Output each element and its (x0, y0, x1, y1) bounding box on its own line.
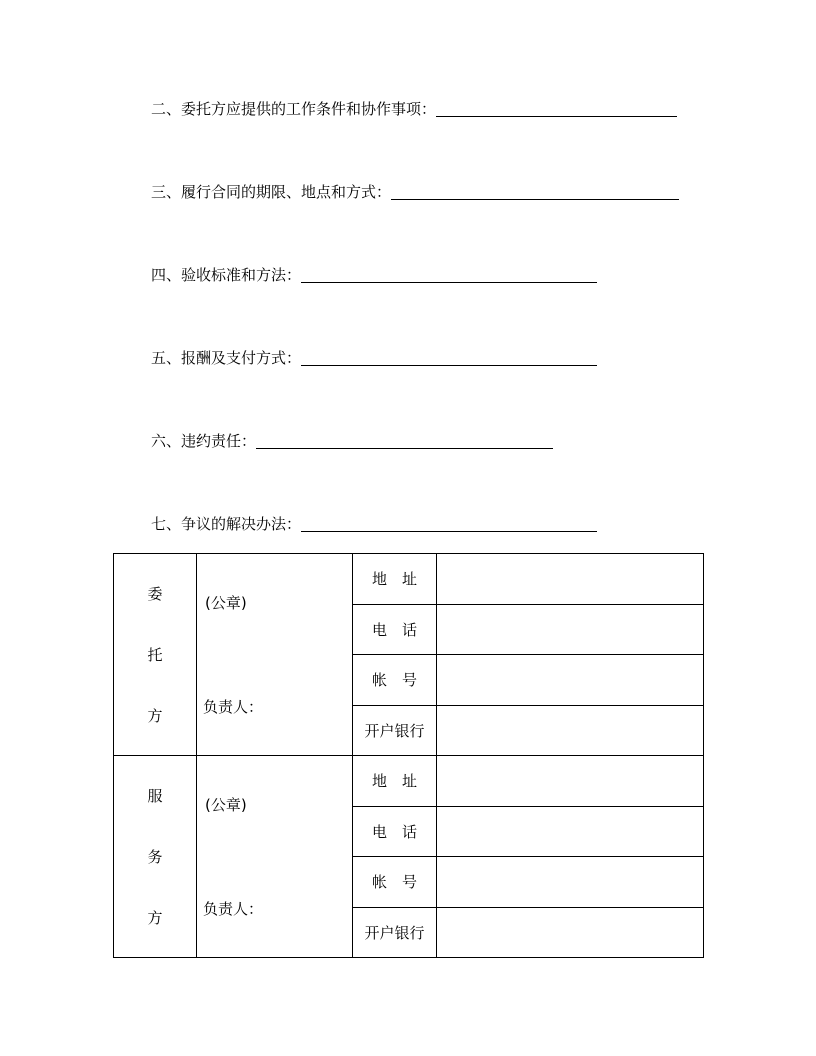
provider-account-value[interactable] (437, 857, 704, 908)
parties-table (113, 553, 704, 958)
field-label-bank: 开户银行 (353, 907, 437, 958)
field-label-address: 地 址 (353, 756, 437, 807)
fill-in-blank[interactable] (391, 181, 679, 200)
fill-in-blank[interactable] (301, 347, 597, 366)
stamp-label: (公章) (205, 796, 247, 814)
provider-bank-value[interactable] (437, 907, 704, 958)
provider-phone-value[interactable] (437, 806, 704, 857)
stamp-label: (公章) (205, 594, 247, 612)
field-label-phone: 电 话 (353, 604, 437, 655)
clause-acceptance (151, 261, 597, 285)
responsible-label: 负责人： (203, 900, 264, 918)
client-phone-value[interactable] (437, 604, 704, 655)
table-row (114, 554, 704, 605)
field-label-bank: 开户银行 (353, 705, 437, 756)
clause-dispute (151, 510, 597, 534)
clause-label: 二、委托方应提供的工作条件和协作事项： (151, 100, 437, 118)
client-bank-value[interactable] (437, 705, 704, 756)
fill-in-blank[interactable] (301, 264, 597, 283)
provider-address-value[interactable] (437, 756, 704, 807)
provider-name-cell (114, 756, 197, 958)
field-label-account: 帐 号 (353, 655, 437, 706)
party-name-char: 托 (147, 646, 163, 664)
clause-label: 七、争议的解决办法： (151, 515, 302, 533)
party-name-char: 方 (147, 707, 163, 725)
provider-stamp-cell (197, 756, 353, 958)
fill-in-blank[interactable] (436, 98, 677, 117)
client-name-cell (114, 554, 197, 756)
field-label-account: 帐 号 (353, 857, 437, 908)
clause-term-place-method (151, 178, 679, 202)
clause-label: 三、履行合同的期限、地点和方式： (151, 183, 392, 201)
client-address-value[interactable] (437, 554, 704, 605)
party-name-char: 委 (147, 585, 163, 603)
field-label-phone: 电 话 (353, 806, 437, 857)
fill-in-blank[interactable] (301, 513, 597, 532)
client-account-value[interactable] (437, 655, 704, 706)
party-name-char: 方 (147, 909, 163, 927)
clause-payment (151, 344, 597, 368)
clause-label: 四、验收标准和方法： (151, 266, 302, 284)
clause-work-conditions (151, 95, 677, 119)
fill-in-blank[interactable] (256, 430, 553, 449)
responsible-label: 负责人： (203, 698, 264, 716)
clause-liability (151, 427, 553, 451)
party-name-char: 服 (147, 787, 163, 805)
clause-label: 五、报酬及支付方式： (151, 349, 302, 367)
client-stamp-cell (197, 554, 353, 756)
field-label-address: 地 址 (353, 554, 437, 605)
clause-label: 六、违约责任： (151, 432, 257, 450)
table-row (114, 756, 704, 807)
party-name-char: 务 (147, 848, 163, 866)
